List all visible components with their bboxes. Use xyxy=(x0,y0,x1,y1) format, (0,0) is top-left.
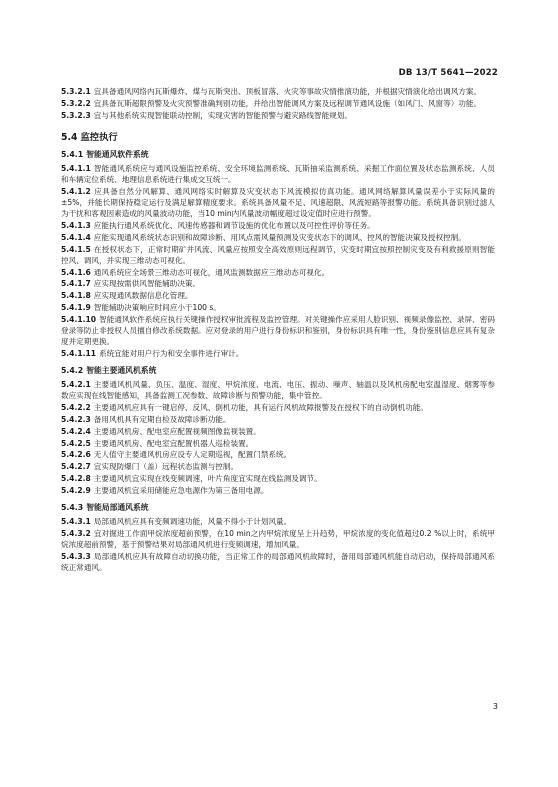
clause-number: 5.4.3 xyxy=(61,502,84,512)
clause-number: 5.4.3.3 xyxy=(61,551,91,561)
clause-text: 局部通风机应具有变频调速功能，风量不得小于计划风量。 xyxy=(93,516,292,526)
clause-text: 监控执行 xyxy=(80,131,118,143)
clause-number: 5.4.2.7 xyxy=(61,462,91,472)
clause-paragraph xyxy=(61,232,495,243)
clause-text: 智能局部通风系统 xyxy=(86,502,149,512)
clause-text: 智能辅助决策响应时间应小于100 s。 xyxy=(93,302,221,312)
clause-number: 5.4.2.6 xyxy=(61,450,91,460)
clause-number: 5.4.1.5 xyxy=(61,244,91,254)
clause-paragraph xyxy=(61,449,495,460)
clause-paragraph xyxy=(61,426,495,437)
clause-text: 系统宜能对用户行为和安全事件进行审计。 xyxy=(99,348,244,358)
clause-paragraph xyxy=(61,528,495,550)
clause-paragraph xyxy=(61,302,495,313)
clause-text: 宜具备瓦斯超限预警及火灾预警准确判别功能，并给出智能调风方案及远程调节通风设施（如风门、风窗等）功能。 xyxy=(93,98,482,108)
clause-paragraph xyxy=(61,314,495,348)
clause-text: 应能执行通风系统优化、风速传感器和调节设施的优化布置以及可控性评价等任务。 xyxy=(93,221,375,230)
clause-number: 5.4.1.2 xyxy=(61,186,91,196)
clause-number: 5.4.2.9 xyxy=(61,485,91,495)
clause-text: 在授权状态下，正常时期矿井风流、风量应按照安全高效原则远程调节，灾变时期宜按照控制灾变及有利救援原则智能控风、调风，并实现三维动态可视化。 xyxy=(61,244,495,265)
clause-number: 5.4.2.8 xyxy=(61,473,91,483)
clause-paragraph xyxy=(61,220,495,231)
clause-paragraph xyxy=(61,379,495,401)
clause-paragraph xyxy=(61,267,495,278)
clause-text: 无人值守主要通风机房应设专人定期巡视，配置门禁系统。 xyxy=(93,450,292,460)
clause-text: 通风系统应全场景三维动态可视化，通风监测数据应三维动态可视化。 xyxy=(93,267,330,277)
clause-paragraph xyxy=(61,290,495,301)
clause-number: 5.4.2.2 xyxy=(61,403,91,413)
clause-number: 5.4.1.8 xyxy=(61,291,91,301)
clause-number: 5.4.1.1 xyxy=(61,163,91,173)
clause-number: 5.4 xyxy=(61,131,78,143)
clause-paragraph xyxy=(61,278,495,289)
clause-number: 5.4.1.7 xyxy=(61,279,91,289)
clause-paragraph xyxy=(61,438,495,449)
clause-number: 5.4.1 xyxy=(61,149,84,159)
clause-text: 应具备自然分风解算、通风网络实时解算及灾变状态下风流模拟仿真功能。通风网络解算风量误差小于实际风量的±5%，并能长期保持稳定运行及满足解算精度要求。系统具备风量不足、风速超限、风流短路等报警功能。系统具备识别过滤人为干扰和客观因素造成的风量波动功能，当10 min内风量波动幅度超过设定值时应进行预警。 xyxy=(61,186,495,219)
standard-number: DB 13/T 5641—2022 xyxy=(398,68,498,78)
clause-paragraph xyxy=(61,461,495,472)
clause-number: 5.3.2.3 xyxy=(61,110,91,120)
clause-text: 应实现按需供风智能辅助决策。 xyxy=(93,279,201,289)
clause-text: 备用风机具有定期自检及故障诊断功能。 xyxy=(93,414,231,424)
clause-text: 宜对掘进工作面甲烷浓度超前预警，在10 min之内甲烷浓度呈上升趋势，甲烷浓度的变化值超过0.2 %以上时，系统甲烷浓度超前预警，基于预警结果对局部通风机进行变频调速，增加风量。 xyxy=(61,528,495,549)
clause-number: 5.4.1.4 xyxy=(61,232,91,242)
clause-text: 主要通风机房、配电室宜配置机器人巡检装置。 xyxy=(93,438,254,448)
clause-text: 智能通风系统应与通风设施监控系统、安全环境监测系统、瓦斯抽采监测系统、采掘工作面位置及状态监测系统、人员和车辆定位系统、地理信息系统进行集成交互统一。 xyxy=(61,163,495,184)
clause-number: 5.4.2.3 xyxy=(61,414,91,424)
clause-paragraph xyxy=(61,414,495,425)
clause-number: 5.4.1.9 xyxy=(61,302,91,312)
clause-number: 5.4.1.6 xyxy=(61,267,91,277)
clause-paragraph xyxy=(61,163,495,185)
clause-paragraph xyxy=(61,244,495,266)
clause-text: 主要通风机应具有一键启停、反风、倒机功能，具有运行风机故障报警及在授权下的自动倒机功能。 xyxy=(93,403,428,413)
clause-text: 智能主要通风机系统 xyxy=(86,366,157,376)
clause-paragraph xyxy=(61,485,495,496)
clause-text: 智能通风软件系统应执行关键操作授权审批流程及监控管理。对关键操作应采用人脸识别、视频录像监控、录屏、密码登录等防止非授权人员擅自修改系统数据。应对登录的用户进行身份标识和鉴别，身份标识具有唯一性，身份鉴别信息应具有复杂度并定期更换。 xyxy=(61,314,495,347)
clause-number: 5.4.3.1 xyxy=(61,516,91,526)
clause-text: 宜实现防爆门（盖）远程状态监测与控制。 xyxy=(93,462,239,472)
page-number: 3 xyxy=(492,702,498,711)
clause-paragraph xyxy=(61,402,495,413)
clause-paragraph xyxy=(61,98,495,109)
clause-text: 宜具备通风网络内瓦斯爆炸、煤与瓦斯突出、顶板冒落、火灾等事故灾情推演功能，并根据灾情演化给出调风方案。 xyxy=(93,87,482,96)
clause-number: 5.4.1.3 xyxy=(61,221,91,230)
clause-text: 主要通风机风量、负压、温度、湿度、甲烷浓度、电流、电压、振动、噪声、轴温以及风机房配电室温湿度、烟雾等参数应实现在线智能感知，具备监测工况参数、故障诊断与预警功能，集中管控。 xyxy=(61,380,495,401)
clause-text: 应实现通风数据信息化管理。 xyxy=(93,291,193,301)
subsection-heading xyxy=(61,365,495,376)
clause-number: 5.4.2.4 xyxy=(61,426,91,436)
clause-text: 主要通风机房、配电室应配置视频图像监视装置。 xyxy=(93,426,261,436)
document-body xyxy=(61,86,495,574)
clause-text: 宜与其他系统实现智能联动控制，实现灾害的智能预警与避灾路线智能规划。 xyxy=(93,110,352,120)
clause-paragraph xyxy=(61,473,495,484)
clause-number: 5.4.3.2 xyxy=(61,528,91,538)
clause-paragraph xyxy=(61,551,495,573)
clause-text: 主要通风机宜采用储能应急电源作为第三备用电源。 xyxy=(93,485,269,495)
clause-number: 5.4.2 xyxy=(61,366,84,376)
clause-number: 5.4.2.5 xyxy=(61,438,91,448)
clause-text: 局部通风机应具有故障自动切换功能，当正常工作的局部通风机故障时，备用局部通风机能自动启动，保持局部通风系统正常通风。 xyxy=(61,551,495,572)
clause-number: 5.4.2.1 xyxy=(61,380,91,390)
subsection-heading xyxy=(61,502,495,513)
clause-number: 5.3.2.1 xyxy=(61,87,91,96)
clause-paragraph xyxy=(61,186,495,220)
clause-text: 主要通风机宜实现在线变频调速，叶片角度宜实现在线监测及调节。 xyxy=(93,473,322,483)
clause-paragraph xyxy=(61,86,495,97)
clause-paragraph xyxy=(61,516,495,527)
clause-number: 5.4.1.10 xyxy=(61,314,97,324)
clause-text: 应能实现通风系统状态识别和故障诊断、用风点需风量预测及灾变状态下的调风、控风的智能决策及授权控制。 xyxy=(93,232,466,242)
section-heading xyxy=(61,129,495,143)
clause-paragraph xyxy=(61,110,495,121)
clause-number: 5.4.1.11 xyxy=(61,348,97,358)
clause-text: 智能通风软件系统 xyxy=(86,149,149,159)
clause-paragraph xyxy=(61,348,495,359)
subsection-heading xyxy=(61,149,495,160)
clause-number: 5.3.2.2 xyxy=(61,98,91,108)
